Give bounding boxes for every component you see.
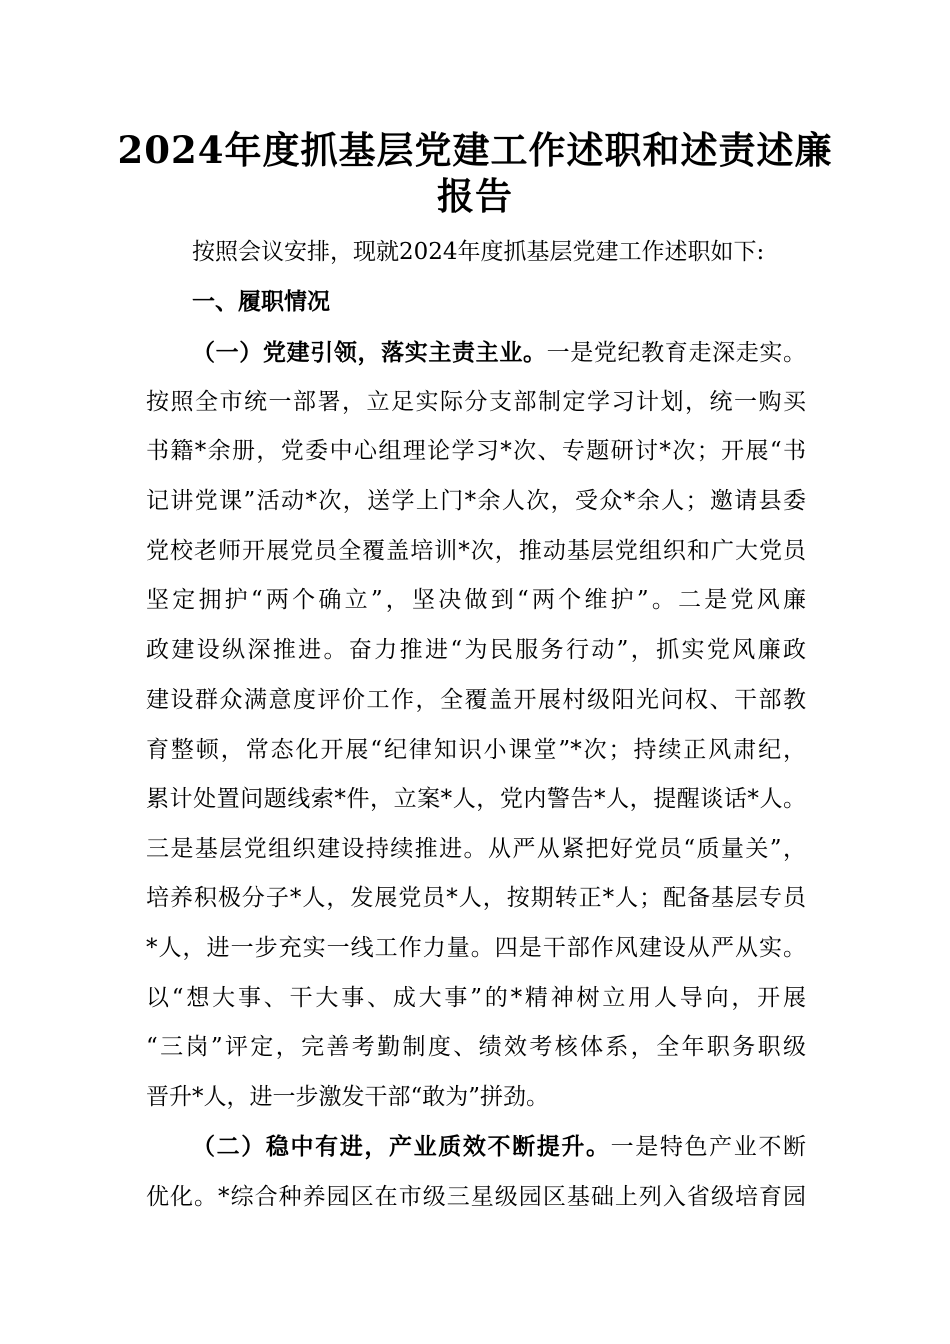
paragraph-1-lead-text: 一是党纪教育走深走实。	[546, 340, 807, 366]
paragraph-1-line: *人，进一步充实一线工作力量。四是干部作风建设从严从实。	[146, 935, 806, 961]
document-title-line-1: 2024年度抓基层党建工作述职和述责述廉	[117, 128, 833, 172]
paragraph-1-line: 培养积极分子*人，发展党员*人，按期转正*人；配备基层专员	[146, 885, 806, 911]
paragraph-2-lead	[192, 1131, 806, 1163]
paragraph-1-line: 三是基层党组织建设持续推进。从严从紧把好党员“质量关”，	[146, 836, 806, 862]
paragraph-1-line: 建设群众满意度评价工作，全覆盖开展村级阳光问权、干部教	[146, 687, 806, 713]
paragraph-2-subheading: （二）稳中有进，产业质效不断提升。	[192, 1133, 611, 1160]
paragraph-1-line: 政建设纵深推进。奋力推进“为民服务行动”，抓实党风廉政	[146, 637, 806, 663]
paragraph-1-line: 书籍*余册，党委中心组理论学习*次、专题研讨*次；开展“书	[146, 438, 806, 464]
paragraph-1-line: “三岗”评定，完善考勤制度、绩效考核体系，全年职务职级	[146, 1034, 806, 1060]
paragraph-1-line: 按照全市统一部署，立足实际分支部制定学习计划，统一购买	[146, 389, 806, 415]
paragraph-1-lead	[192, 337, 806, 369]
intro-paragraph: 按照会议安排，现就2024年度抓基层党建工作述职如下:	[192, 239, 765, 265]
paragraph-1-line: 育整顿，常态化开展“纪律知识小课堂”*次；持续正风肃纪，	[146, 737, 806, 763]
paragraph-1-line: 以“想大事、干大事、成大事”的*精神树立用人导向，开展	[146, 985, 806, 1011]
section-heading: 一、履职情况	[192, 288, 330, 315]
paragraph-2-lead-text: 一是特色产业不断	[610, 1134, 806, 1160]
paragraph-1-line: 党校老师开展党员全覆盖培训*次，推动基层党组织和广大党员	[146, 538, 806, 564]
paragraph-2-line: 优化。*综合种养园区在市级三星级园区基础上列入省级培育园	[146, 1184, 806, 1210]
document-title-line-2: 报告	[437, 174, 513, 218]
paragraph-1-line: 记讲党课”活动*次，送学上门*余人次，受众*余人；邀请县委	[146, 488, 806, 514]
paragraph-1-subheading: （一）党建引领，落实主责主业。	[192, 339, 547, 366]
paragraph-1-line: 晋升*人，进一步激发干部“敢为”拼劲。	[146, 1084, 550, 1110]
paragraph-1-line: 坚定拥护“两个确立”，坚决做到“两个维护”。二是党风廉	[146, 587, 806, 613]
paragraph-1-line: 累计处置问题线索*件，立案*人，党内警告*人，提醒谈话*人。	[146, 786, 806, 812]
